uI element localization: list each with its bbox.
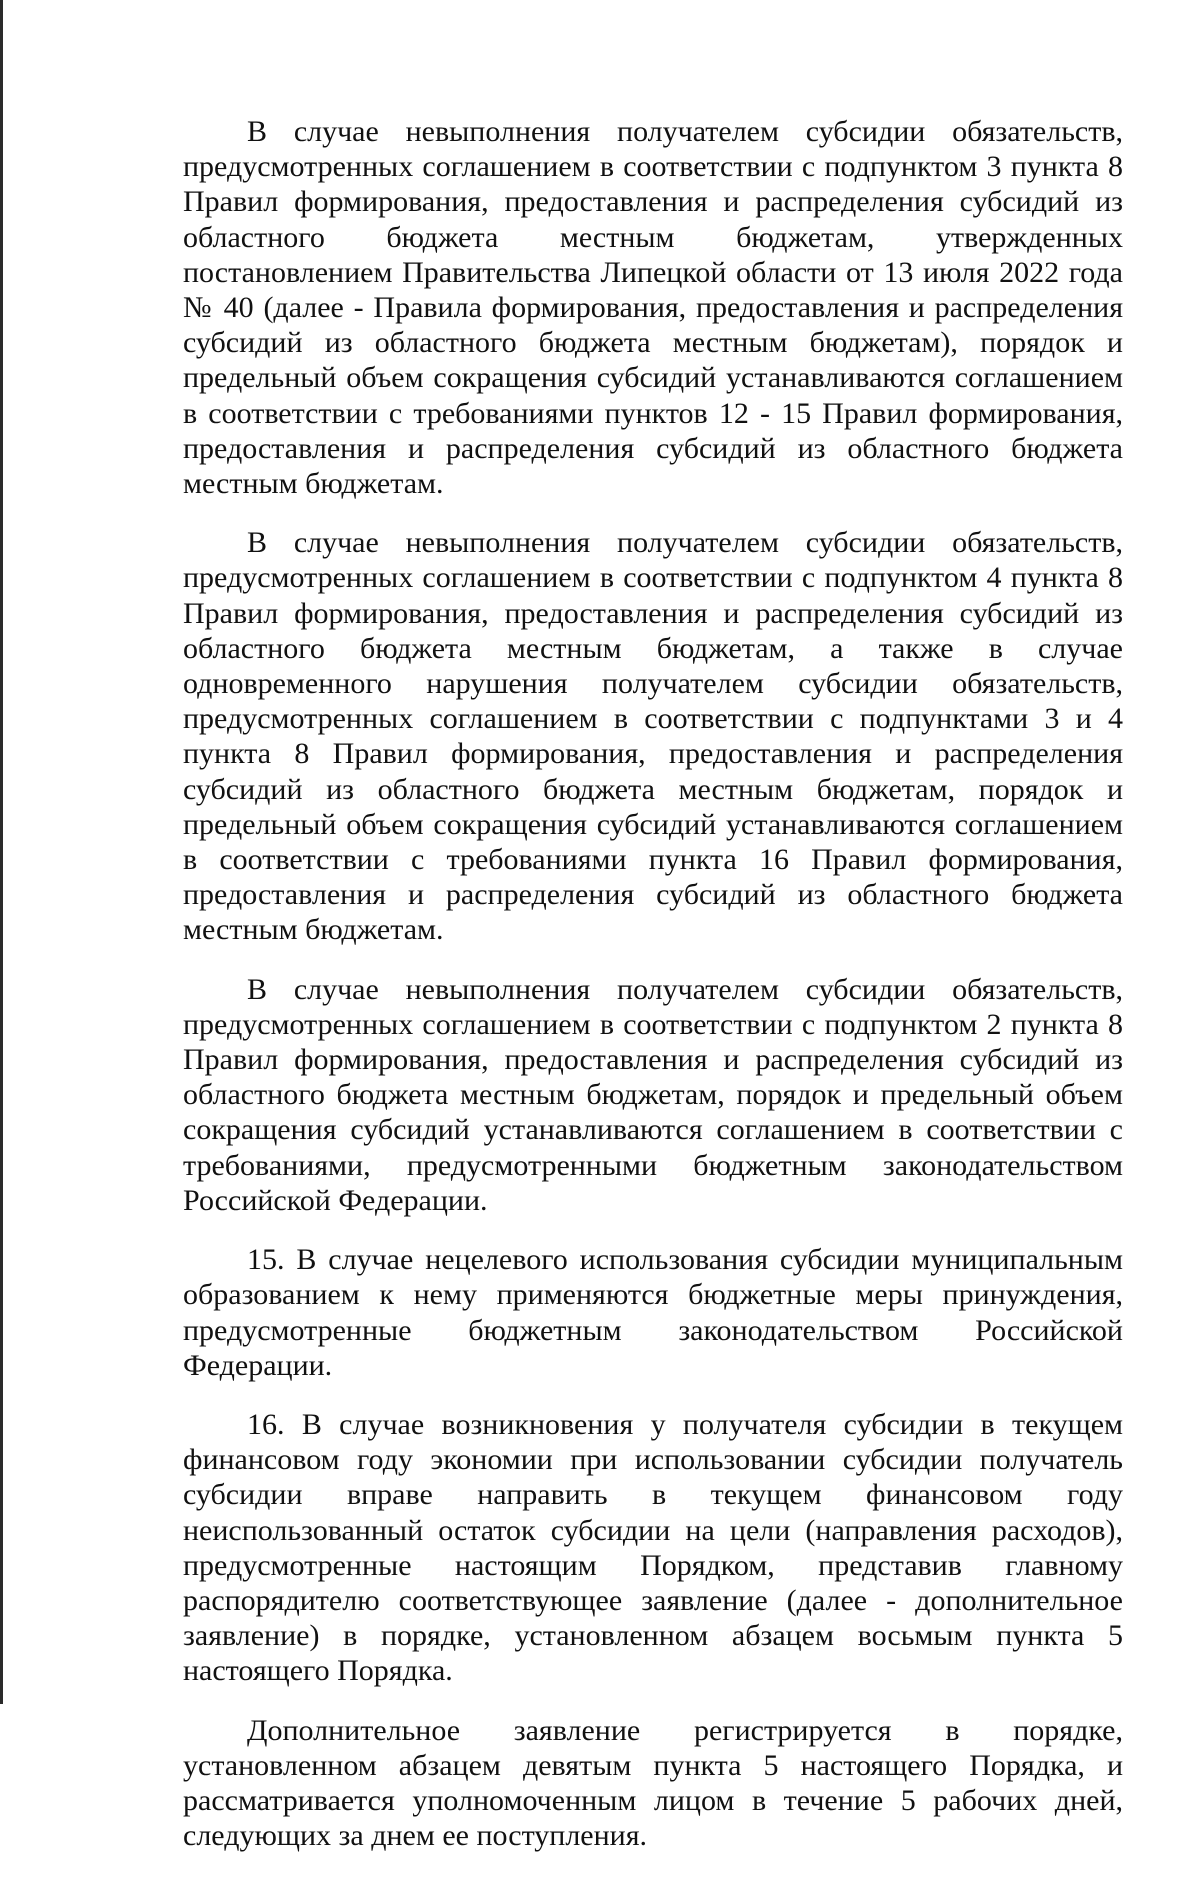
paragraph-reduction-subparagraph-2: В случае невыполнения получателем субсидии обязательств, предусмотренных соглашением в соответствии с подпунктом 2 пункта 8 Правил формирования, предоставления и распределения субсидий из областного бюджета местным бюджетам, порядок и предельный объем сокращения субсидий устанавливаются соглашением в соответствии с требованиями, предусмотренными бюджетным законодательством Российской Федерации.: [183, 972, 1123, 1217]
paragraph-reduction-subparagraph-4: В случае невыполнения получателем субсидии обязательств, предусмотренных соглашением в соответствии с подпунктом 4 пункта 8 Правил формирования, предоставления и распределения субсидий из областного бюджета местным бюджетам, а также в случае одновременного нарушения получателем субсидии обязательств, предусмотренных соглашением в соответствии с подпунктами 3 и 4 пункта 8 Правил формирования, предоставления и распределения субсидий из областного бюджета местным бюджетам, порядок и предельный объем сокращения субсидий устанавливаются соглашением в соответствии с требованиями пункта 16 Правил формирования, предоставления и распределения субсидий из областного бюджета местным бюджетам.: [183, 526, 1123, 947]
paragraph-reduction-subparagraph-3: В случае невыполнения получателем субсидии обязательств, предусмотренных соглашением в соответствии с подпунктом 3 пункта 8 Правил формирования, предоставления и распределения субсидий из областного бюджета местным бюджетам, утвержденных постановлением Правительства Липецкой области от 13 июля 2022 года № 40 (далее - Правила формирования, предоставления и распределения субсидий из областного бюджета местным бюджетам), порядок и предельный объем сокращения субсидий устанавливаются соглашением в соответствии с требованиями пунктов 12 - 15 Правил формирования, предоставления и распределения субсидий из областного бюджета местным бюджетам.: [183, 115, 1123, 501]
paragraph-item-15: 15. В случае нецелевого использования субсидии муниципальным образованием к нему применяются бюджетные меры принуждения, предусмотренные бюджетным законодательством Российской Федерации.: [183, 1243, 1123, 1382]
document-body: [183, 114, 1123, 1877]
paragraph-item-16: 16. В случае возникновения у получателя субсидии в текущем финансовом году экономии при использовании субсидии получатель субсидии вправе направить в текущем финансовом году неиспользованный остаток субсидии на цели (направления расходов), предусмотренные настоящим Порядком, представив главному распорядителю соответствующее заявление (далее - дополнительное заявление) в порядке, установленном абзацем восьмым пункта 5 настоящего Порядка.: [183, 1407, 1123, 1688]
paragraph-additional-application: Дополнительное заявление регистрируется в порядке, установленном абзацем девятым пункта 5 настоящего Порядка, и рассматривается уполномоченным лицом в течение 5 рабочих дней, следующих за днем ее поступления.: [183, 1713, 1123, 1853]
scan-edge: [0, 0, 3, 1704]
